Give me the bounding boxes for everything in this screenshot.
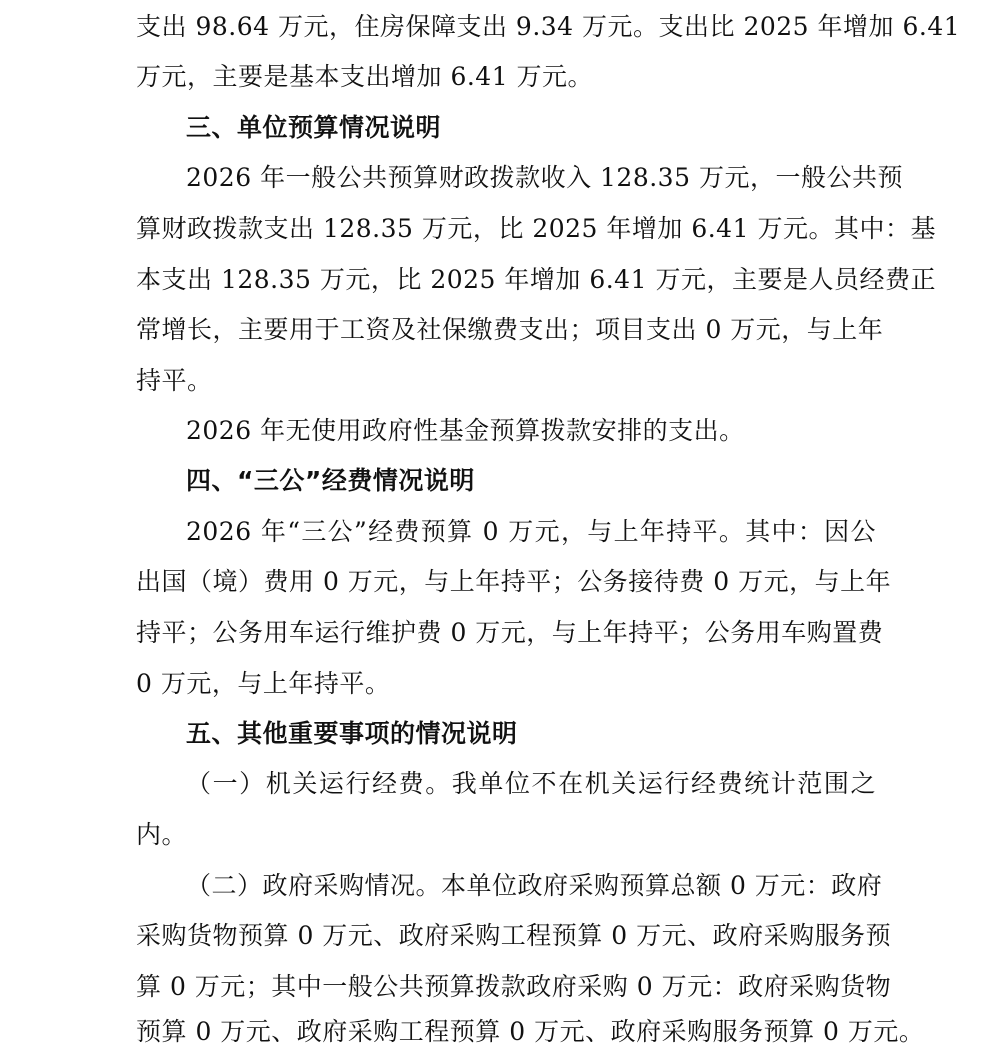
- section-heading-5: 五、其他重要事项的情况说明: [186, 719, 518, 748]
- section-heading-4: 四、“三公”经费情况说明: [186, 466, 475, 495]
- paragraph-line: 本支出 128.35 万元，比 2025 年增加 6.41 万元，主要是人员经费正: [136, 265, 936, 294]
- paragraph-line: 2026 年“三公”经费预算 0 万元，与上年持平。其中：因公: [186, 517, 876, 546]
- paragraph-line: 采购货物预算 0 万元、政府采购工程预算 0 万元、政府采购服务预: [136, 921, 892, 950]
- paragraph-line: 支出 98.64 万元，住房保障支出 9.34 万元。支出比 2025 年增加 6.41: [136, 12, 961, 41]
- paragraph-line: 算财政拨款支出 128.35 万元，比 2025 年增加 6.41 万元。其中：基: [136, 214, 936, 243]
- paragraph-line: 持平。: [136, 366, 213, 395]
- paragraph-line: 出国（境）费用 0 万元，与上年持平；公务接待费 0 万元，与上年: [136, 567, 892, 596]
- paragraph-line: 万元，主要是基本支出增加 6.41 万元。: [136, 62, 594, 91]
- paragraph-line: （一）机关运行经费。我单位不在机关运行经费统计范围之: [186, 769, 876, 798]
- paragraph-line: 内。: [136, 820, 188, 849]
- paragraph-line: 预算 0 万元、政府采购工程预算 0 万元、政府采购服务预算 0 万元。: [136, 1017, 925, 1046]
- paragraph-line: 常增长，主要用于工资及社保缴费支出；项目支出 0 万元，与上年: [136, 315, 884, 344]
- paragraph-line: 持平；公务用车运行维护费 0 万元，与上年持平；公务用车购置费: [136, 618, 884, 647]
- paragraph-line: 2026 年一般公共预算财政拨款收入 128.35 万元，一般公共预: [186, 163, 903, 192]
- paragraph-line: （二）政府采购情况。本单位政府采购预算总额 0 万元：政府: [186, 871, 883, 900]
- paragraph-line: 0 万元，与上年持平。: [136, 669, 391, 698]
- section-heading-3: 三、单位预算情况说明: [186, 113, 442, 142]
- paragraph-line: 2026 年无使用政府性基金预算拨款安排的支出。: [186, 416, 745, 445]
- paragraph-line: 算 0 万元；其中一般公共预算拨款政府采购 0 万元：政府采购货物: [136, 972, 892, 1001]
